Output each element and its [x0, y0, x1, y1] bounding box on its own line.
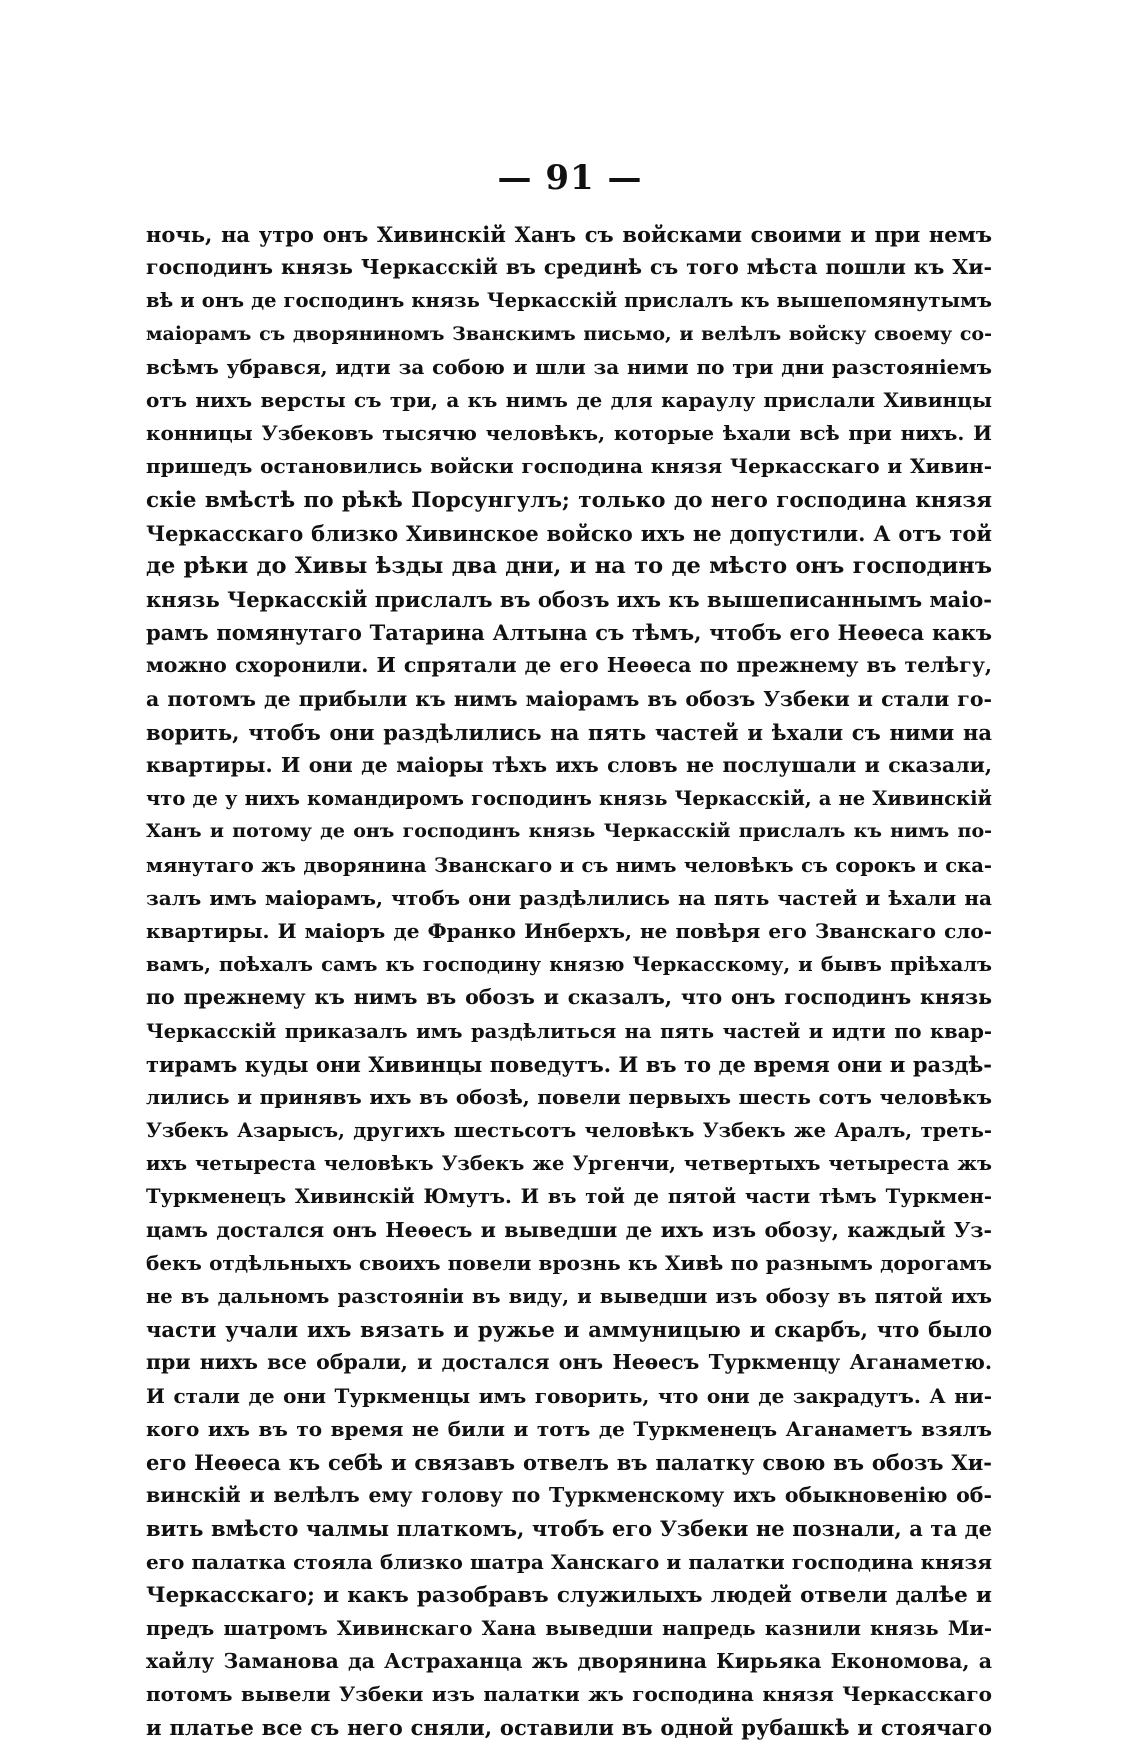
- text-line: скіе вмѣстѣ по рѣкѣ Порсунгулъ; только до него господина князя: [146, 487, 992, 513]
- text-line: квартиры. И маіоръ де Франко Инберхъ, не повѣря его Званскаго сло-: [146, 918, 992, 943]
- text-line: ворить, чтобъ они раздѣлились на пять частей и ѣхали съ ними на: [146, 719, 992, 745]
- text-line: винскій и велѣлъ ему голову по Туркменскому ихъ обыкновенію об-: [146, 1483, 992, 1508]
- text-line: пришедъ остановились войски господина князя Черкасскаго и Хивин-: [146, 454, 992, 479]
- text-line: Черкасскій приказалъ имъ раздѣлиться на пять частей и идти по квар-: [146, 1019, 992, 1043]
- text-line: цамъ достался онъ Неѳесъ и выведши де ихъ изъ обозу, каждый Уз-: [146, 1217, 992, 1242]
- body-text: [146, 218, 992, 1745]
- text-line: можно схоронили. И спрятали де его Неѳеса по прежнему въ телѣгу,: [146, 653, 992, 678]
- text-line: отъ нихъ версты съ три, а къ нимъ де для караулу прислали Хивинцы: [146, 387, 992, 412]
- text-line: князь Черкасскій прислалъ въ обозъ ихъ къ вышеписаннымъ маіо-: [146, 587, 992, 613]
- text-line: лились и принявъ ихъ въ обозѣ, повели первыхъ шесть сотъ человѣкъ: [146, 1084, 992, 1109]
- text-line: а потомъ де прибыли къ нимъ маіорамъ въ обозъ Узбеки и стали го-: [146, 686, 992, 711]
- text-line: части учали ихъ вязать и ружье и аммуницыю и скарбъ, что было: [146, 1317, 992, 1343]
- text-line: потомъ вывели Узбеки изъ палатки жъ господина князя Черкасскаго: [146, 1682, 992, 1707]
- text-line: кого ихъ въ то время не били и тотъ де Туркменецъ Аганаметъ взялъ: [146, 1416, 992, 1441]
- text-line: его Неѳеса къ себѣ и связавъ отвелъ въ палатку свою въ обозъ Хи-: [146, 1449, 992, 1475]
- text-line: маіорамъ съ дворяниномъ Званскимъ письмо, и велѣлъ войску своему со-: [146, 322, 992, 345]
- text-line: конницы Узбековъ тысячю человѣкъ, которые ѣхали всѣ при нихъ. И: [146, 421, 992, 446]
- text-line: по прежнему къ нимъ въ обозъ и сказалъ, что онъ господинъ князь: [146, 985, 992, 1010]
- text-line: вить вмѣсто чалмы платкомъ, чтобъ его Узбеки не познали, а та де: [146, 1516, 992, 1542]
- text-line: бекъ отдѣльныхъ своихъ повели врознь къ Хивѣ по разнымъ дорогамъ: [146, 1250, 992, 1275]
- text-line: рамъ помянутаго Татарина Алтына съ тѣмъ, чтобъ его Неѳеса какъ: [146, 620, 992, 646]
- text-line: его палатка стояла близко шатра Ханскаго и палатки господина князя: [146, 1549, 992, 1574]
- text-line: всѣмъ убрався, идти за собою и шли за ними по три дни разстояніемъ: [146, 354, 992, 379]
- text-line: при нихъ все обрали, и достался онъ Неѳесъ Туркменцу Аганаметю.: [146, 1350, 992, 1375]
- text-line: что де у нихъ командиромъ господинъ князь Черкасскій, а не Хивинскій: [146, 787, 992, 811]
- text-line: И стали де они Туркменцы имъ говорить, что они де закрадутъ. А ни-: [146, 1383, 992, 1408]
- text-line: тирамъ куды они Хивинцы поведутъ. И въ то де время они и раздѣ-: [146, 1051, 992, 1077]
- text-line: не въ дальномъ разстояніи въ виду, и выведши изъ обозу въ пятой ихъ: [146, 1285, 992, 1308]
- text-line: залъ имъ маіорамъ, чтобъ они раздѣлились на пять частей и ѣхали на: [146, 885, 992, 910]
- page-number: — 91 —: [497, 158, 643, 198]
- text-line: мянутаго жъ дворянина Званскаго и съ нимъ человѣкъ съ сорокъ и ска-: [146, 853, 992, 877]
- text-line: квартиры. И они де маіоры тѣхъ ихъ словъ не послушали и сказали,: [146, 753, 992, 777]
- text-line: предъ шатромъ Хивинскаго Хана выведши напредь казнили князь Ми-: [146, 1616, 992, 1640]
- text-line: Узбекъ Азарысъ, другихъ шестьсотъ человѣкъ Узбекъ же Аралъ, треть-: [146, 1119, 992, 1143]
- text-line: Черкасскаго; и какъ разобравъ служилыхъ людей отвели далѣе и: [146, 1582, 992, 1608]
- text-line: ночь, на утро онъ Хивинскій Ханъ съ войсками своими и при немъ: [146, 222, 992, 247]
- text-line: и платье все съ него сняли, оставили въ одной рубашкѣ и стоячаго: [146, 1715, 992, 1741]
- text-line: вѣ и онъ де господинъ князь Черкасскій прислалъ къ вышепомянутымъ: [146, 289, 992, 313]
- text-line: хайлу Заманова да Астраханца жъ дворянина Кирьяка Економова, а: [146, 1649, 992, 1674]
- text-line: ихъ четыреста человѣкъ Узбекъ же Ургенчи, четвертыхъ четыреста жъ: [146, 1152, 992, 1176]
- text-line: де рѣки до Хивы ѣзды два дни, и на то де мѣсто онъ господинъ: [146, 552, 992, 579]
- text-line: Черкасскаго близко Хивинское войско ихъ не допустили. А отъ той: [146, 520, 992, 546]
- text-line: вамъ, поѣхалъ самъ къ господину князю Черкасскому, и бывъ пріѣхалъ: [146, 953, 992, 977]
- text-line: Ханъ и потому де онъ господинъ князь Черкасскій прислалъ къ нимъ по-: [146, 820, 992, 843]
- text-line: Туркменецъ Хивинскій Юмутъ. И въ той де пятой части тѣмъ Туркмен-: [146, 1185, 992, 1209]
- text-line: господинъ князь Черкасскій въ срединѣ съ того мѣста пошли къ Хи-: [146, 255, 992, 280]
